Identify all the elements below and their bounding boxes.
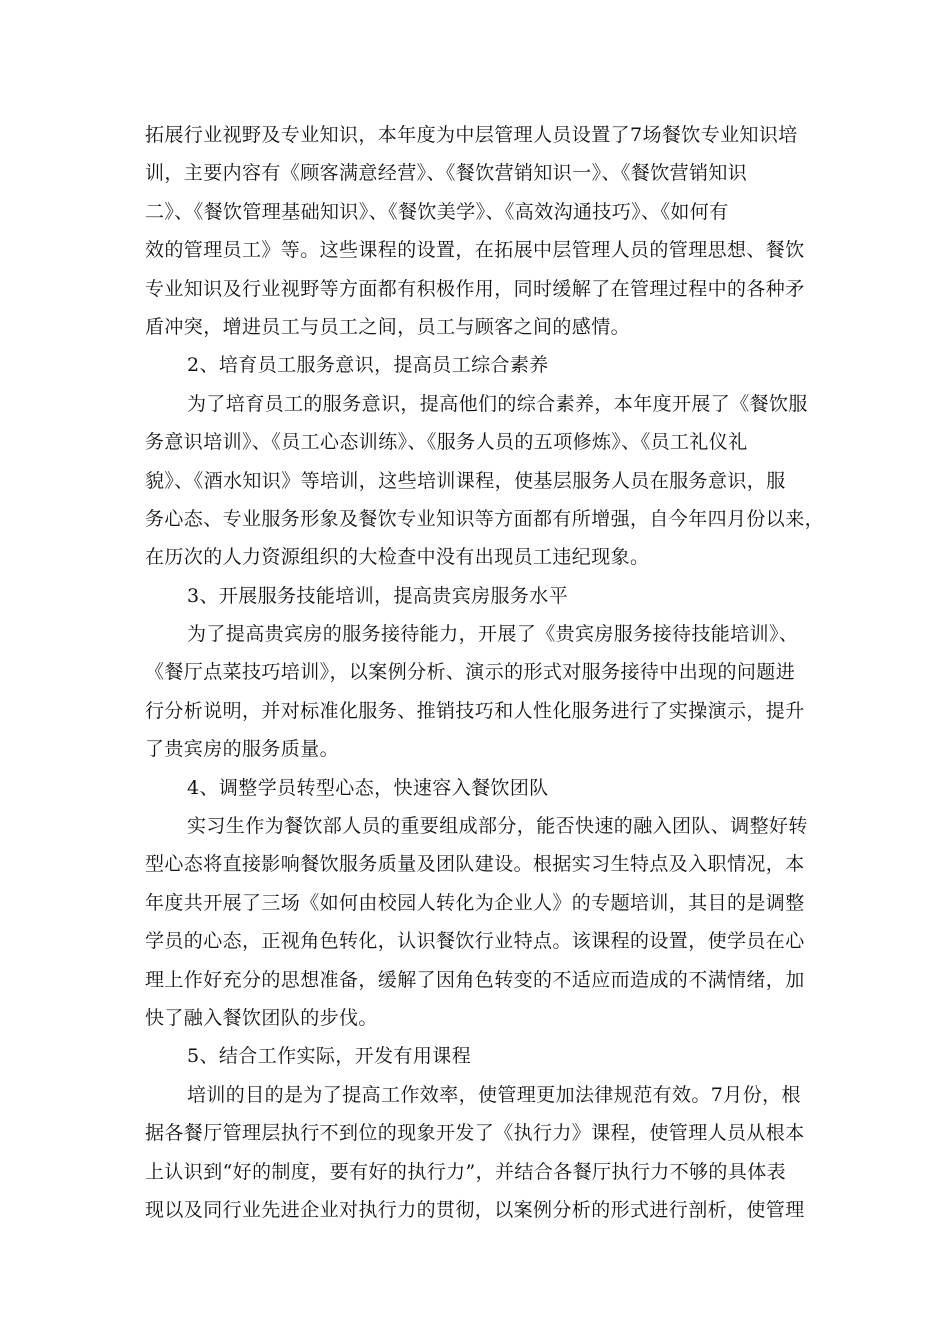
paragraph-line: 型心态将直接影响餐饮服务质量及团队建设。根据实习生特点及入职情况，本 <box>145 853 805 876</box>
paragraph-line: 《餐厅点菜技巧培训》，以案例分析、演示的形式对服务接待中出现的问题进 <box>145 661 796 684</box>
section-heading: 5、结合工作实际，开发有用课程 <box>187 1045 472 1068</box>
paragraph-line: 训，主要内容有《顾客满意经营》、《餐饮营销知识一》、《餐饮营销知识 <box>145 162 748 185</box>
paragraph-line: 了贵宾房的服务质量。 <box>145 738 340 761</box>
section-heading: 2、培育员工服务意识，提高员工综合素养 <box>187 354 549 377</box>
paragraph-line: 务心态、专业服务形象及餐饮专业知识等方面都有所增强，自今年四月份以来， <box>145 507 825 530</box>
paragraph-line: 年度共开展了三场《如何由校园人转化为企业人》的专题培训，其目的是调整 <box>145 891 805 914</box>
paragraph-line: 行分析说明，并对标准化服务、推销技巧和人性化服务进行了实操演示，提升 <box>145 699 805 722</box>
document-page <box>145 116 825 1229</box>
paragraph-line: 学员的心态，正视角色转化，认识餐饮行业特点。该课程的设置，使学员在心 <box>145 930 805 953</box>
paragraph-line: 据各餐厅管理层执行不到位的现象开发了《执行力》课程，使管理人员从根本 <box>145 1122 805 1145</box>
paragraph-line: 二》、《餐饮管理基础知识》、《餐饮美学》、《高效沟通技巧》、《如何有 <box>145 200 729 223</box>
paragraph-line: 为了提高贵宾房的服务接待能力，开展了《贵宾房服务接待技能培训》、 <box>187 623 799 646</box>
paragraph-line: 拓展行业视野及专业知识，本年度为中层管理人员设置了7场餐饮专业知识培 <box>145 124 798 146</box>
paragraph-line: 专业知识及行业视野等方面都有积极作用，同时缓解了在管理过程中的各种矛 <box>145 277 805 300</box>
paragraph-line: 盾冲突，增进员工与员工之间，员工与顾客之间的感情。 <box>145 315 631 338</box>
section-heading: 4、调整学员转型心态，快速容入餐饮团队 <box>187 776 549 799</box>
paragraph-line: 培训的目的是为了提高工作效率，使管理更加法律规范有效。7月份，根 <box>187 1083 801 1106</box>
paragraph-line: 为了培育员工的服务意识，提高他们的综合素养，本年度开展了《餐饮服 <box>187 392 808 415</box>
paragraph-line: 效的管理员工》等。这些课程的设置，在拓展中层管理人员的管理思想、餐饮 <box>145 239 805 262</box>
paragraph-line: 上认识到“好的制度，要有好的执行力”，并结合各餐厅执行力不够的具体表 <box>145 1160 787 1183</box>
paragraph-line: 理上作好充分的思想准备，缓解了因角色转变的不适应而造成的不满情绪，加 <box>145 968 805 991</box>
paragraph-line: 快了融入餐饮团队的步伐。 <box>145 1006 378 1029</box>
paragraph-line: 在历次的人力资源组织的大检查中没有出现员工违纪现象。 <box>145 546 650 569</box>
paragraph-line: 务意识培训》、《员工心态训练》、《服务人员的五项修炼》、《员工礼仪礼 <box>145 431 748 454</box>
section-heading: 3、开展服务技能培训，提高贵宾房服务水平 <box>187 584 569 607</box>
paragraph-line: 现以及同行业先进企业对执行力的贯彻，以案例分析的形式进行剖析，使管理 <box>145 1198 805 1221</box>
paragraph-line: 实习生作为餐饮部人员的重要组成部分，能否快速的融入团队、调整好转 <box>187 815 808 838</box>
paragraph-line: 貌》、《酒水知识》等培训，这些培训课程，使基层服务人员在服务意识，服 <box>145 469 786 492</box>
